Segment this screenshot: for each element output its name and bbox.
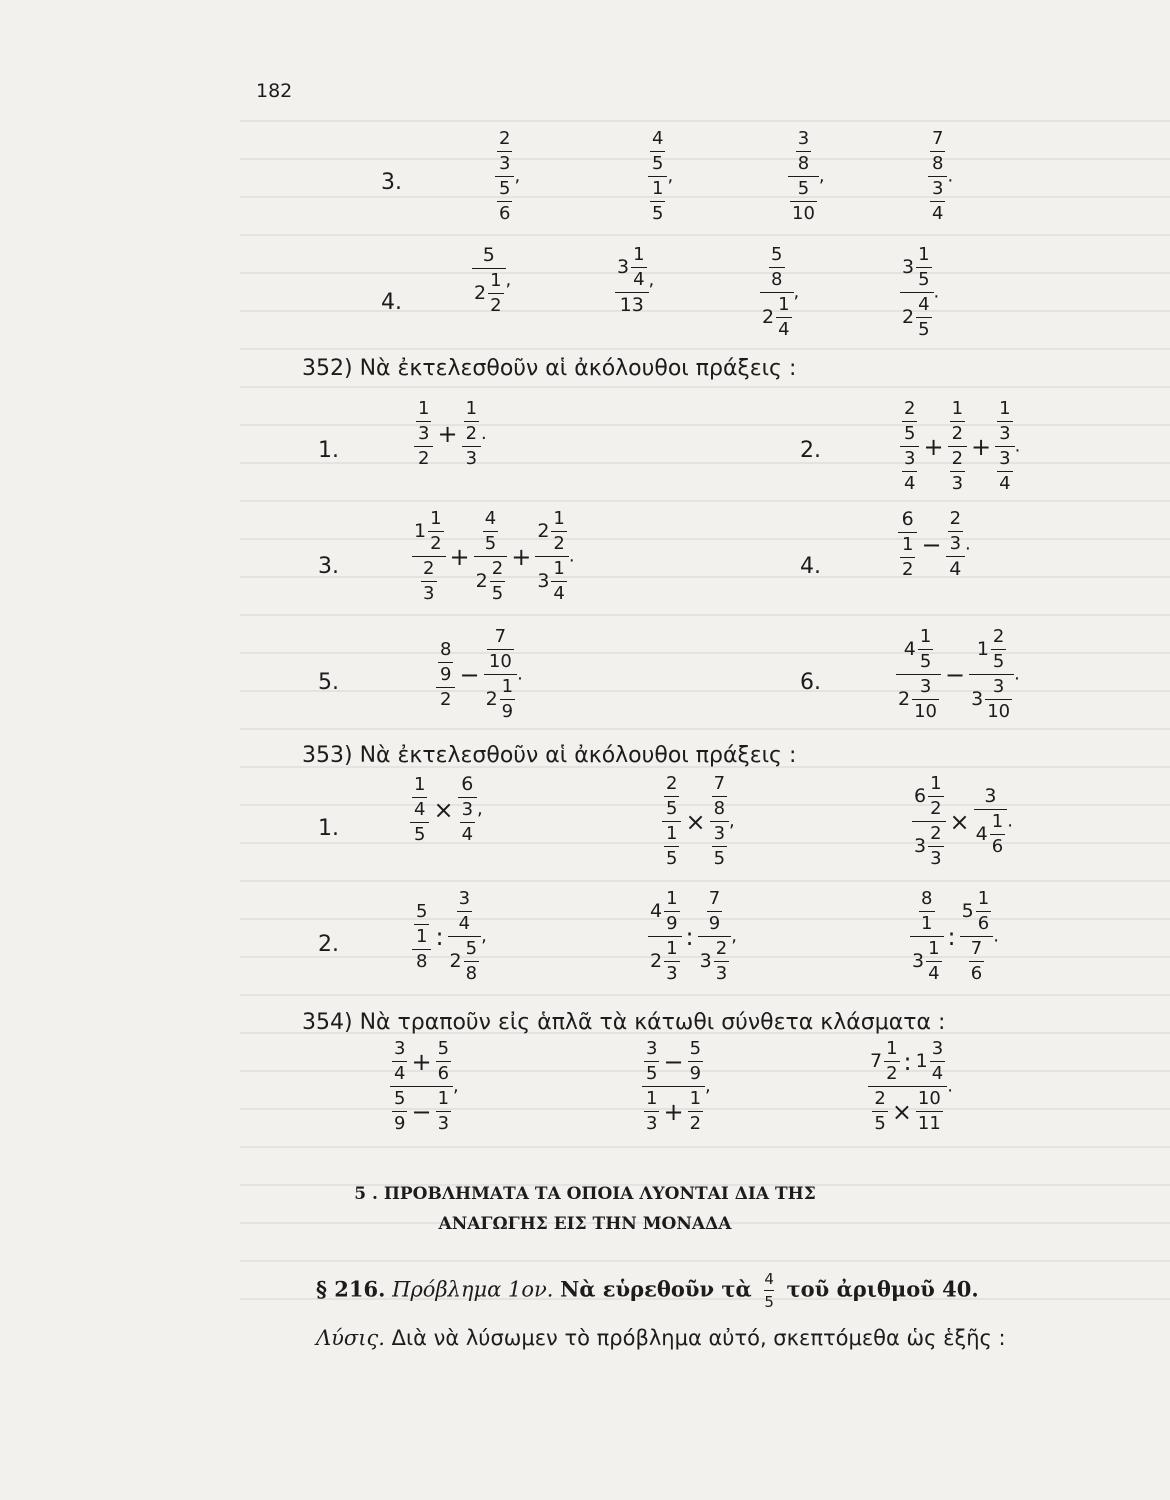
ex352-item1-label: 1. xyxy=(318,438,339,463)
problem-fraction: $\frac{4}{5}$ xyxy=(764,1270,774,1311)
ex353-heading: 353) Νὰ ἐκτελεσθοῦν αἱ ἀκόλουθοι πράξεις : xyxy=(302,743,797,768)
ex353-item2-expr-c: $\frac{8}{1}$ 3 $\frac{1}{4}$ : 5 $\frac{1}{6}$ $\frac{7}{6}$ . xyxy=(912,888,999,984)
ex351-row4-item-3: $\frac{5}{8}$ 2 $\frac{1}{4}$ , xyxy=(762,244,800,340)
ex352-item5-expr: $\frac{\frac{8}{9}}{2}$ − $\frac{7}{10}$ 2 $\frac{1}{9}$ . xyxy=(436,628,523,721)
ex353-item1-label: 1. xyxy=(318,816,339,841)
solution-label: Λύσις. xyxy=(316,1326,385,1350)
problem-statement xyxy=(316,1270,979,1311)
ex351-row3-item-2: $\frac{\frac{4}{5}}{\frac{1}{5}}$ , xyxy=(648,130,673,223)
ex352-item4-expr: $\frac{6}{\frac{1}{2}}$ − $\frac{\frac{2}{3}}{4}$ . xyxy=(898,510,971,579)
ex351-row3-item-4: $\frac{\frac{7}{8}}{\frac{3}{4}}$ . xyxy=(928,130,953,223)
problem-label: Πρόβλημα 1ον. xyxy=(392,1277,554,1302)
ex353-item2-expr-a: $\frac{\frac{5}{1}}{8}$ : $\frac{3}{4}$ 2 $\frac{5}{8}$ , xyxy=(412,890,487,983)
ex353-item1-expr-a: $\frac{\frac{1}{4}}{5}$ × $\frac{6}{\frac{3}{4}}$ , xyxy=(410,775,483,844)
ex351-row3-item-3: $\frac{\frac{3}{8}}{\frac{5}{10}}$ , xyxy=(788,130,825,223)
solution-line xyxy=(316,1326,1006,1350)
ex352-item5-label: 5. xyxy=(318,670,339,695)
page-number: 182 xyxy=(256,80,293,102)
paragraph-number: § 216. xyxy=(316,1276,386,1302)
section-title-line-2: ΑΝΑΓΩΓΗΣ ΕΙΣ ΤΗΝ ΜΟΝΑΔΑ xyxy=(438,1213,732,1234)
ex352-item6-expr: 4 $\frac{1}{5}$ 2 $\frac{3}{10}$ − 1 $\frac{2}{5}$ 3 $\frac{3}{10}$ . xyxy=(898,626,1020,722)
ex352-item6-label: 6. xyxy=(800,670,821,695)
ex351-row3-item-1: $\frac{\frac{2}{3}}{\frac{5}{6}}$ , xyxy=(495,130,520,223)
ex354-heading: 354) Νὰ τραποῦν εἰς ἁπλᾶ τὰ κάτωθι σύνθετα κλάσματα : xyxy=(302,1010,946,1035)
ex352-item1-expr: $\frac{\frac{1}{3}}{2}$ + $\frac{\frac{1}{2}}{3}$ . xyxy=(414,400,487,468)
ex354-item-c: 7 $\frac{1}{2}$ : 1 $\frac{3}{4}$ $\frac{2}{5}$ × $\frac{10}{11}$ . xyxy=(870,1038,953,1134)
ex351-row4-item-4: 3 $\frac{1}{5}$ 2 $\frac{4}{5}$ . xyxy=(902,244,940,340)
section-title-line-1: 5 . ΠΡΟΒΛΗΜΑΤΑ ΤΑ ΟΠΟΙΑ ΛΥΟΝΤΑΙ ΔΙΑ ΤΗΣ xyxy=(354,1184,816,1204)
ex354-item-a: $\frac{3}{4}$ + $\frac{5}{6}$ $\frac{5}{9}$ − $\frac{1}{3}$ , xyxy=(390,1040,459,1133)
ex353-item2-expr-b: 4 $\frac{1}{9}$ 2 $\frac{1}{3}$ : $\frac{7}{9}$ 3 $\frac{2}{3}$ , xyxy=(650,888,737,984)
ex352-item3-label: 3. xyxy=(318,554,339,579)
section-title xyxy=(0,1180,1170,1240)
problem-text-before: Νὰ εὑρεθοῦν τὰ xyxy=(560,1276,752,1302)
ex352-item3-expr: 1 $\frac{1}{2}$ $\frac{2}{3}$ + $\frac{4}{5}$ 2 $\frac{2}{5}$ + 2 $\frac{1}{2}$ 3 $\frac{1}{4}$ . xyxy=(414,508,575,604)
ex351-row4-item-1: 5 2 $\frac{1}{2}$ , xyxy=(474,244,512,316)
ex353-item1-expr-b: $\frac{\frac{2}{5}}{\frac{1}{5}}$ × $\frac{\frac{7}{8}}{\frac{3}{5}}$ , xyxy=(662,775,735,868)
problem-text-after: τοῦ ἀριθμοῦ 40. xyxy=(786,1276,979,1302)
ex352-item4-label: 4. xyxy=(800,554,821,579)
solution-text: Διὰ νὰ λύσωμεν τὸ πρόβλημα αὐτό, σκεπτόμεθα ὡς ἑξῆς : xyxy=(391,1326,1006,1350)
ex351-row3-label: 3. xyxy=(381,170,402,195)
ex354-item-b: $\frac{3}{5}$ − $\frac{5}{9}$ $\frac{1}{3}$ + $\frac{1}{2}$ , xyxy=(642,1040,711,1133)
ex352-item2-expr: $\frac{\frac{2}{5}}{\frac{3}{4}}$ + $\frac{\frac{1}{2}}{\frac{2}{3}}$ + $\frac{\frac{1}{3}}{\frac{3}{4}}$ . xyxy=(900,400,1020,493)
ex351-row4-item-2: 3 $\frac{1}{4}$ 13 , xyxy=(617,244,655,316)
ex353-item2-label: 2. xyxy=(318,932,339,957)
ex352-heading: 352) Νὰ ἐκτελεσθοῦν αἱ ἀκόλουθοι πράξεις : xyxy=(302,356,797,381)
ex353-item1-expr-c: 6 $\frac{1}{2}$ 3 $\frac{2}{3}$ × 3 4 $\frac{1}{6}$ . xyxy=(914,773,1013,869)
ex352-item2-label: 2. xyxy=(800,438,821,463)
ex351-row4-label: 4. xyxy=(381,290,402,315)
